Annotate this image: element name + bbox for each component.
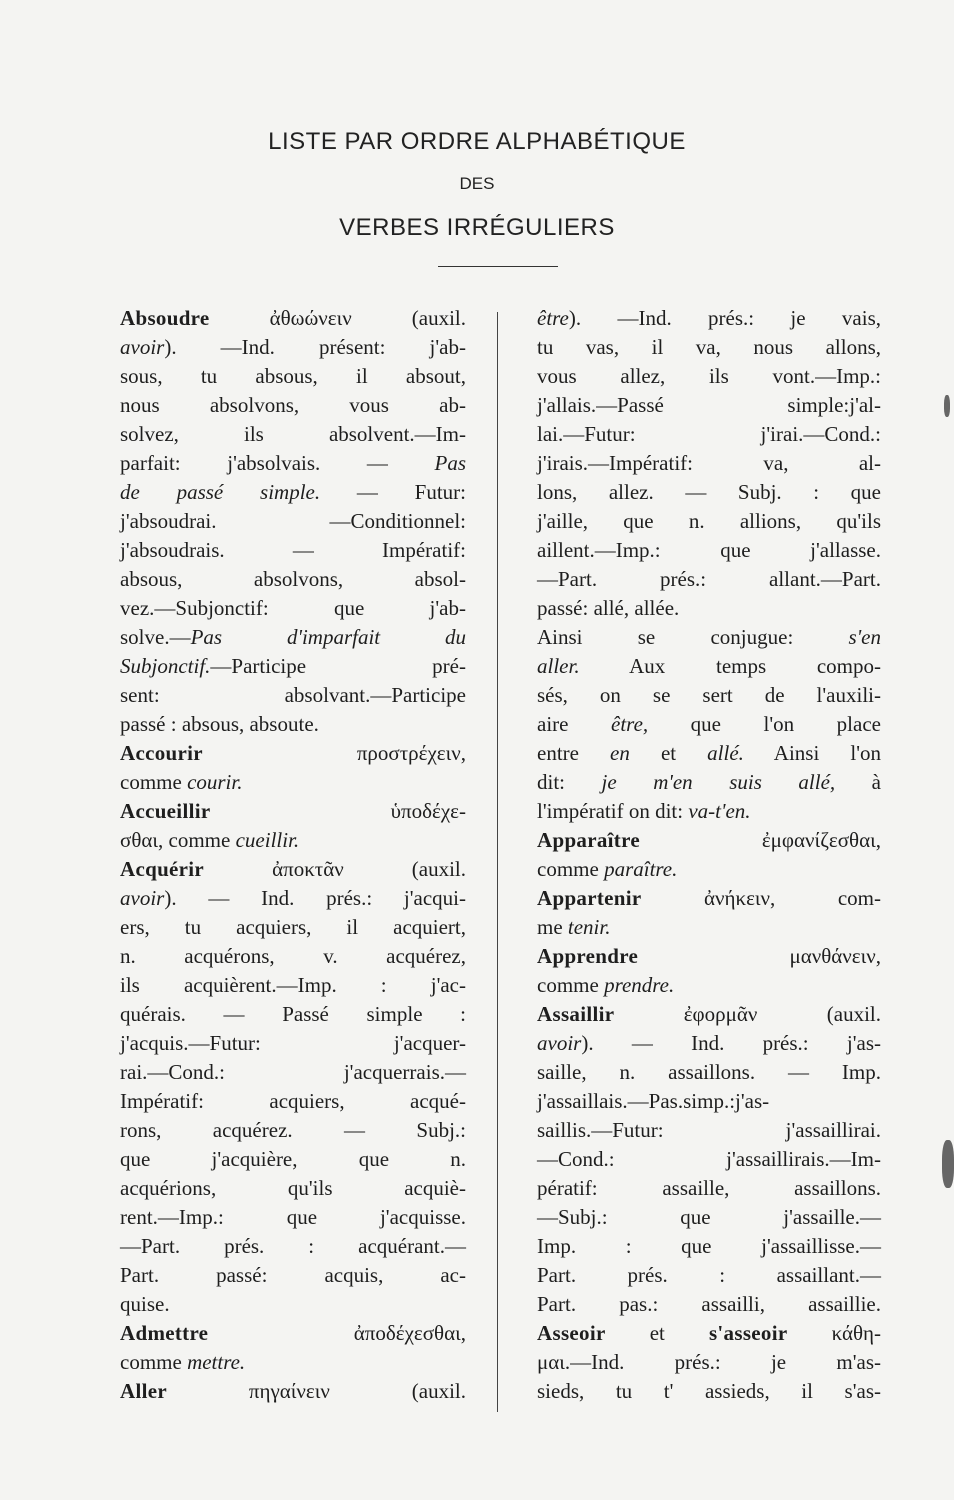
text-segment: tu vas, il va, nous allons, xyxy=(537,335,881,359)
text-segment: à xyxy=(835,770,881,794)
text-segment: comme xyxy=(537,857,605,881)
text-segment: κάθη- xyxy=(787,1321,881,1345)
text-segment: ὑποδέχε- xyxy=(210,799,466,823)
left-column xyxy=(120,304,466,1406)
entry-headword: Appartenir xyxy=(537,886,642,910)
text-segment: j'irais.—Impératif: va, al- xyxy=(537,451,881,475)
text-segment: Subjonctif. xyxy=(120,654,211,678)
text-segment: passé: allé, allée. xyxy=(537,596,680,620)
text-segment: acquérions, qu'ils acquiè- xyxy=(120,1176,466,1200)
text-line xyxy=(537,1174,881,1203)
text-segment: de passé simple. xyxy=(120,480,321,504)
text-line xyxy=(120,1000,466,1029)
text-segment: ). — Ind. prés.: j'acqui- xyxy=(164,886,466,910)
text-segment: en xyxy=(610,741,630,765)
text-line xyxy=(120,333,466,362)
text-line xyxy=(537,1058,881,1087)
text-segment: ἀνήκειν, com- xyxy=(641,886,881,910)
text-line xyxy=(537,1377,881,1406)
text-line xyxy=(537,768,881,797)
text-line xyxy=(120,855,466,884)
text-segment: paraître. xyxy=(604,857,678,881)
text-line xyxy=(120,449,466,478)
text-segment: parfait: j'absolvais. — xyxy=(120,451,435,475)
text-line xyxy=(537,1261,881,1290)
text-segment: courir. xyxy=(187,770,243,794)
text-segment: s'en xyxy=(848,625,881,649)
text-segment: vous allez, ils vont.—Imp.: xyxy=(537,364,881,388)
text-segment: n. acquérons, v. acquérez, xyxy=(120,944,466,968)
text-segment: avoir xyxy=(537,1031,582,1055)
text-line xyxy=(120,1203,466,1232)
text-line xyxy=(120,594,466,623)
text-segment: —Subj.: que j'assaille.— xyxy=(537,1205,881,1229)
text-line xyxy=(120,623,466,652)
text-segment: saillis.—Futur: j'assaillirai. xyxy=(537,1118,881,1142)
text-segment: solvez, ils absolvent.—Im- xyxy=(120,422,466,446)
text-segment: j'assaillais.—Pas.simp.:j'as- xyxy=(537,1089,770,1113)
text-segment: lai.—Futur: j'irai.—Cond.: xyxy=(537,422,881,446)
text-line xyxy=(120,710,466,739)
text-segment: — Futur: xyxy=(320,480,466,504)
text-segment: —Cond.: j'assaillirais.—Im- xyxy=(537,1147,881,1171)
text-line xyxy=(120,1290,466,1319)
text-segment: comme xyxy=(120,1350,188,1374)
text-line xyxy=(537,681,881,710)
text-segment: je m'en suis allé, xyxy=(601,770,836,794)
text-line xyxy=(120,797,466,826)
text-segment: que j'acquière, que n. xyxy=(120,1147,466,1171)
text-segment: πηγαίνειν (auxil. xyxy=(166,1379,466,1403)
text-segment: ἐφορμᾶν (auxil. xyxy=(614,1002,881,1026)
text-line xyxy=(537,1087,881,1116)
text-line xyxy=(537,1348,881,1377)
text-segment: avoir xyxy=(120,335,165,359)
text-segment: —Part. prés.: allant.—Part. xyxy=(537,567,881,591)
entry-headword: Asseoir xyxy=(537,1321,606,1345)
text-segment: Aux temps compo- xyxy=(579,654,881,678)
text-segment: sous, tu absous, il absout, xyxy=(120,364,466,388)
text-line xyxy=(537,971,881,1000)
text-segment: Ainsi l'on xyxy=(743,741,881,765)
title-line-1: LISTE PAR ORDRE ALPHABÉTIQUE xyxy=(268,128,686,155)
text-line xyxy=(537,304,881,333)
text-line xyxy=(120,739,466,768)
page-edge-mark xyxy=(942,1140,954,1188)
text-line xyxy=(537,333,881,362)
text-segment: ers, tu acquiers, il acquiert, xyxy=(120,915,466,939)
text-segment: Pas xyxy=(434,451,466,475)
text-line xyxy=(120,1319,466,1348)
text-line xyxy=(537,449,881,478)
text-segment: dit: xyxy=(537,770,602,794)
text-segment: μαι.—Ind. prés.: je m'as- xyxy=(537,1350,881,1374)
text-segment: quérais. — Passé simple : xyxy=(120,1002,466,1026)
text-line xyxy=(120,1348,466,1377)
text-segment: Part. passé: acquis, ac- xyxy=(120,1263,466,1287)
text-line xyxy=(120,913,466,942)
text-segment: rons, acquérez. — Subj.: xyxy=(120,1118,466,1142)
text-line xyxy=(537,362,881,391)
entry-headword: Acquérir xyxy=(120,857,205,881)
text-segment: et xyxy=(629,741,708,765)
text-segment: solve.— xyxy=(120,625,191,649)
text-segment: j'absoudrais. — Impératif: xyxy=(120,538,466,562)
text-segment: l'impératif on dit: xyxy=(537,799,689,823)
text-segment: comme xyxy=(537,973,605,997)
text-segment: ). —Ind. prés.: je vais, xyxy=(568,306,881,330)
title-line-2: DES xyxy=(459,174,495,193)
text-line xyxy=(120,942,466,971)
text-line xyxy=(537,623,881,652)
text-line xyxy=(537,420,881,449)
text-segment: Part. prés. : assaillant.— xyxy=(537,1263,881,1287)
text-segment: sent: absolvant.—Participe xyxy=(120,683,466,707)
text-line xyxy=(120,1232,466,1261)
text-segment: Pas d'imparfait du xyxy=(190,625,466,649)
text-segment: aller. xyxy=(537,654,580,678)
text-segment: passé : absous, absoute. xyxy=(120,712,319,736)
text-line xyxy=(537,1000,881,1029)
text-line xyxy=(537,1319,881,1348)
text-segment: ἀθωώνειν (auxil. xyxy=(209,306,466,330)
text-segment: —Participe pré- xyxy=(210,654,466,678)
text-line xyxy=(120,1029,466,1058)
text-line xyxy=(120,507,466,536)
text-line xyxy=(537,913,881,942)
text-line xyxy=(120,1261,466,1290)
text-segment: avoir xyxy=(120,886,165,910)
text-line xyxy=(120,391,466,420)
text-line xyxy=(537,594,881,623)
text-segment: être xyxy=(537,306,569,330)
text-line xyxy=(120,652,466,681)
text-segment: cueillir. xyxy=(235,828,300,852)
text-line xyxy=(537,507,881,536)
text-segment: Ainsi se conjugue: xyxy=(537,625,849,649)
text-line xyxy=(537,826,881,855)
text-segment: absous, absolvons, absol- xyxy=(120,567,466,591)
text-segment: allé. xyxy=(707,741,744,765)
text-segment: j'aille, que n. allions, qu'ils xyxy=(537,509,881,533)
text-segment: sés, on se sert de l'auxili- xyxy=(537,683,881,707)
text-segment: Imp. : que j'assaillisse.— xyxy=(537,1234,881,1258)
text-line xyxy=(120,536,466,565)
text-segment: j'acquis.—Futur: j'acquer- xyxy=(120,1031,466,1055)
text-line xyxy=(120,565,466,594)
text-segment: aillent.—Imp.: que j'allasse. xyxy=(537,538,881,562)
text-line xyxy=(120,1174,466,1203)
text-segment: et xyxy=(605,1321,709,1345)
text-segment: tenir. xyxy=(567,915,611,939)
title-rule xyxy=(438,266,558,267)
text-segment: ἀποδέχεσθαι, xyxy=(208,1321,466,1345)
text-segment: quise. xyxy=(120,1292,170,1316)
text-segment: aire xyxy=(537,712,612,736)
text-segment: être, xyxy=(611,712,649,736)
text-segment: vez.—Subjonctif: que j'ab- xyxy=(120,596,466,620)
text-line xyxy=(537,855,881,884)
text-line xyxy=(120,420,466,449)
text-line xyxy=(537,1290,881,1319)
text-line xyxy=(120,1377,466,1406)
text-segment: nous absolvons, vous ab- xyxy=(120,393,466,417)
page-edge-mark xyxy=(944,395,950,417)
text-segment: Part. pas.: assailli, assaillie. xyxy=(537,1292,881,1316)
text-line xyxy=(537,710,881,739)
text-line xyxy=(120,971,466,1000)
text-line xyxy=(120,1087,466,1116)
text-segment: σθαι, comme xyxy=(120,828,236,852)
text-line xyxy=(120,1116,466,1145)
text-segment: j'absoudrai. —Conditionnel: xyxy=(120,509,466,533)
text-line xyxy=(537,1232,881,1261)
right-column xyxy=(537,304,881,1406)
text-line xyxy=(537,1029,881,1058)
text-line xyxy=(537,478,881,507)
entry-headword: Aller xyxy=(120,1379,167,1403)
text-segment: sieds, tu t' assieds, il s'as- xyxy=(537,1379,881,1403)
text-segment: mettre. xyxy=(187,1350,246,1374)
title-line-3: VERBES IRRÉGULIERS xyxy=(339,214,615,241)
text-segment: prendre. xyxy=(604,973,675,997)
entry-headword: s'asseoir xyxy=(708,1321,788,1345)
column-divider xyxy=(497,312,498,1412)
text-segment: προστρέχειν, xyxy=(202,741,466,765)
text-line xyxy=(537,1116,881,1145)
entry-headword: Assaillir xyxy=(537,1002,615,1026)
text-segment: rent.—Imp.: que j'acquisse. xyxy=(120,1205,466,1229)
text-segment: ἀποκτᾶν (auxil. xyxy=(204,857,466,881)
text-segment: pératif: assaille, assaillons. xyxy=(537,1176,881,1200)
text-segment: Impératif: acquiers, acqué- xyxy=(120,1089,466,1113)
entry-headword: Apparaître xyxy=(537,828,640,852)
text-line xyxy=(120,1145,466,1174)
text-line xyxy=(537,739,881,768)
text-line xyxy=(537,1145,881,1174)
text-line xyxy=(120,478,466,507)
text-line xyxy=(120,1058,466,1087)
entry-headword: Accourir xyxy=(120,741,203,765)
entry-headword: Accueillir xyxy=(120,799,211,823)
text-segment: lons, allez. — Subj. : que xyxy=(537,480,881,504)
text-segment: ils acquièrent.—Imp. : j'ac- xyxy=(120,973,466,997)
text-segment: me xyxy=(537,915,568,939)
text-line xyxy=(120,304,466,333)
text-segment: que l'on place xyxy=(648,712,881,736)
text-segment: entre xyxy=(537,741,611,765)
text-line xyxy=(537,391,881,420)
text-segment: comme xyxy=(120,770,188,794)
text-line xyxy=(120,884,466,913)
text-line xyxy=(537,536,881,565)
text-line xyxy=(120,681,466,710)
text-line xyxy=(537,884,881,913)
text-line xyxy=(537,797,881,826)
text-line xyxy=(120,826,466,855)
text-line xyxy=(120,768,466,797)
text-segment: saille, n. assaillons. — Imp. xyxy=(537,1060,881,1084)
text-segment: μανθάνειν, xyxy=(638,944,881,968)
text-line xyxy=(120,362,466,391)
text-segment: ). —Ind. présent: j'ab- xyxy=(164,335,466,359)
text-segment: ἐμφανίζεσθαι, xyxy=(639,828,881,852)
text-segment: —Part. prés. : acquérant.— xyxy=(120,1234,466,1258)
text-line xyxy=(537,942,881,971)
text-segment: j'allais.—Passé simple:j'al- xyxy=(537,393,881,417)
entry-headword: Absoudre xyxy=(120,306,210,330)
entry-headword: Admettre xyxy=(120,1321,209,1345)
text-segment: rai.—Cond.: j'acquerrais.— xyxy=(120,1060,466,1084)
text-line xyxy=(537,652,881,681)
text-line xyxy=(537,1203,881,1232)
text-segment: va-t'en. xyxy=(688,799,751,823)
text-segment: ). — Ind. prés.: j'as- xyxy=(581,1031,881,1055)
text-line xyxy=(537,565,881,594)
entry-headword: Apprendre xyxy=(537,944,639,968)
